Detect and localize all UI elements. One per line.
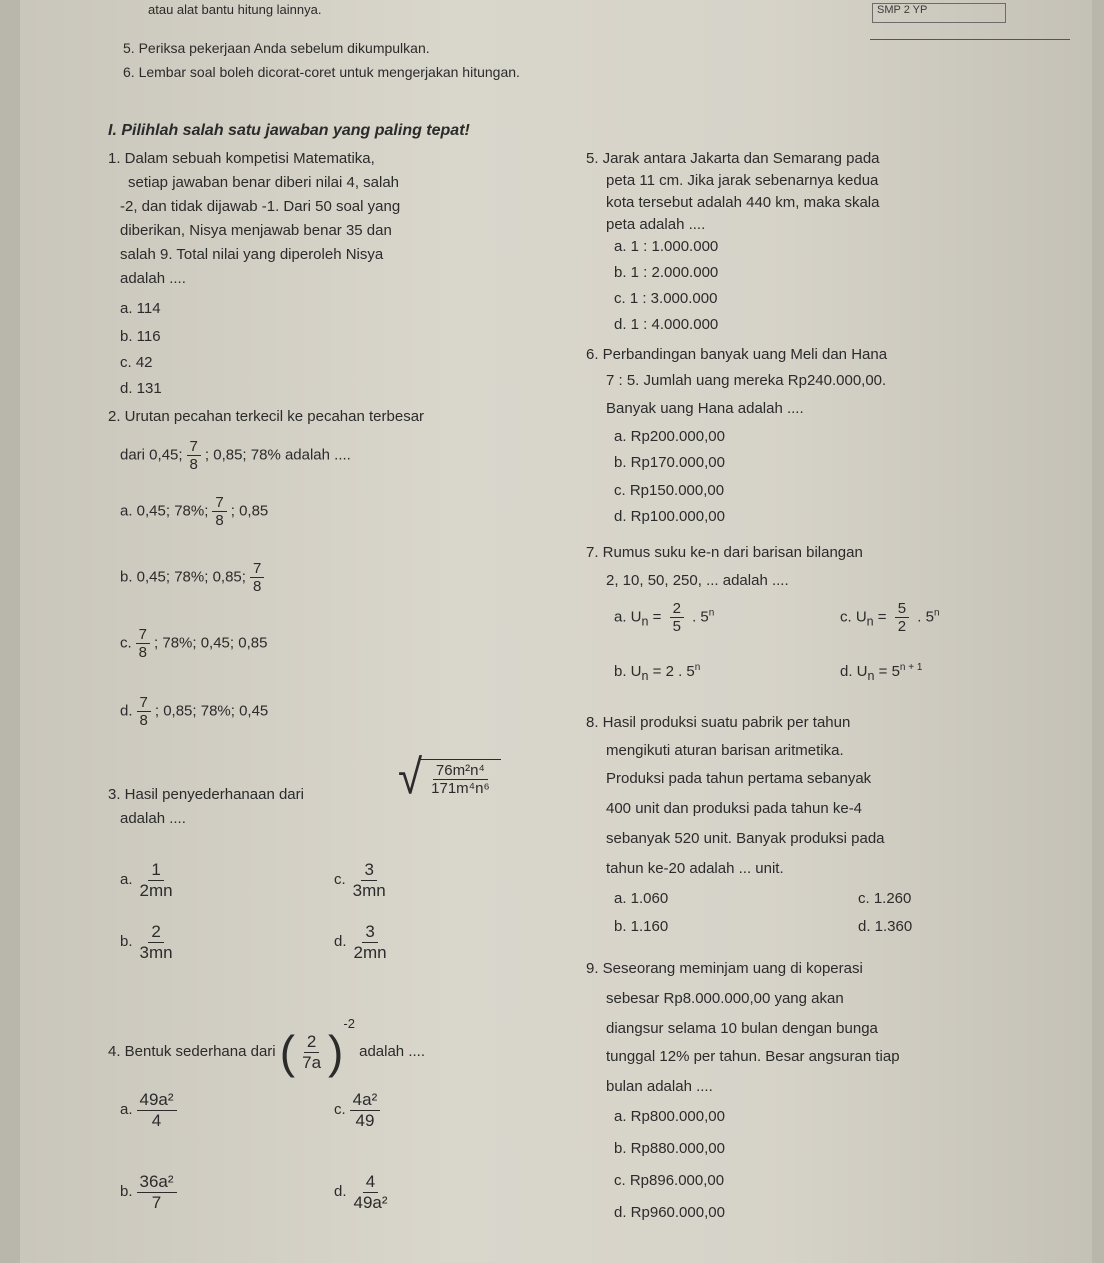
option-text: = 2 . 5 xyxy=(648,663,695,680)
q9-option-d: d. Rp960.000,00 xyxy=(614,1204,725,1221)
option-text: c. U xyxy=(840,608,867,626)
denominator: 4 xyxy=(151,1110,162,1130)
q5-line: peta adalah .... xyxy=(606,216,706,233)
q9-option-b: b. Rp880.000,00 xyxy=(614,1140,725,1157)
q4-option-b xyxy=(120,1172,181,1212)
option-text: b. 0,45; 78%; 0,85; xyxy=(120,568,246,586)
option-text: = xyxy=(648,608,666,626)
q3-option-c xyxy=(334,860,393,900)
q8-option-a: a. 1.060 xyxy=(614,890,669,907)
numerator: 76m²n⁴ xyxy=(433,762,488,780)
numerator: 4a² xyxy=(350,1090,381,1111)
fraction xyxy=(428,762,492,798)
numerator: 7 xyxy=(250,560,264,578)
q4-option-d xyxy=(334,1172,395,1212)
q8-option-b: b. 1.160 xyxy=(614,918,669,935)
denominator: 49a² xyxy=(353,1192,388,1212)
q6-line: 7 : 5. Jumlah uang mereka Rp240.000,00. xyxy=(606,372,887,389)
subscript: n xyxy=(866,614,874,629)
q4-stem-text: adalah .... xyxy=(359,1043,425,1060)
option-letter: c. xyxy=(334,1101,346,1119)
q3-option-d xyxy=(334,922,394,962)
q9-line: diangsur selama 10 bulan dengan bunga xyxy=(606,1020,878,1037)
numerator: 7 xyxy=(136,626,150,644)
q7-option-a xyxy=(614,600,714,636)
q9-line: tunggal 12% per tahun. Besar angsuran tiap xyxy=(606,1048,900,1065)
q2-stem-text: ; 0,85; 78% adalah .... xyxy=(204,446,351,464)
option-letter: d. xyxy=(334,1183,347,1201)
q1-option-b: b. 116 xyxy=(120,328,161,345)
q1-line: adalah .... xyxy=(120,270,186,287)
q6-line: Banyak uang Hana adalah .... xyxy=(606,400,804,417)
q2-option-b xyxy=(120,560,268,596)
numerator: 2 xyxy=(148,922,163,943)
denominator: 49 xyxy=(355,1110,375,1130)
q8-line: Produksi pada tahun pertama sebanyak xyxy=(606,770,872,787)
q7-option-d xyxy=(840,662,922,683)
option-text: c. xyxy=(120,634,132,652)
q9-line: sebesar Rp8.000.000,00 yang akan xyxy=(606,990,844,1007)
q1-option-c: c. 42 xyxy=(120,354,153,371)
q3-radical xyxy=(398,750,501,805)
denominator: 8 xyxy=(138,644,148,662)
q1-line: -2, dan tidak dijawab -1. Dari 50 soal yang xyxy=(120,198,401,215)
denominator: 171m⁴n⁶ xyxy=(431,780,490,797)
numerator: 36a² xyxy=(137,1172,177,1193)
option-text: a. U xyxy=(614,608,642,626)
fraction xyxy=(351,1172,391,1212)
option-text: = xyxy=(873,608,891,626)
option-letter: b. xyxy=(120,1183,133,1201)
q9-line: 9. Seseorang meminjam uang di koperasi xyxy=(586,960,863,977)
q4-option-c xyxy=(334,1090,384,1130)
q1-option-d: d. 131 xyxy=(120,380,162,397)
q5-option-a: a. 1 : 1.000.000 xyxy=(614,238,719,255)
fraction xyxy=(137,922,176,962)
fraction xyxy=(136,626,150,662)
sqrt-symbol xyxy=(398,750,501,805)
denominator: 8 xyxy=(215,512,224,530)
right-paren: ) xyxy=(328,1026,344,1079)
q7-option-b xyxy=(614,662,700,683)
stamp-label: SMP 2 YP xyxy=(872,3,1006,23)
option-letter: a. xyxy=(120,1101,133,1119)
numerator: 1 xyxy=(148,860,163,881)
exponent: -2 xyxy=(343,1016,355,1031)
q6-line: 6. Perbandingan banyak uang Meli dan Hana xyxy=(586,346,888,363)
header-line: atau alat bantu hitung lainnya. xyxy=(148,2,322,17)
numerator: 3 xyxy=(362,922,377,943)
radical-sign: √ xyxy=(398,750,423,805)
q1-line: diberikan, Nisya menjawab benar 35 dan xyxy=(120,222,392,239)
subscript: n xyxy=(867,669,875,683)
q8-line: tahun ke-20 adalah ... unit. xyxy=(606,860,784,877)
denominator: 3mn xyxy=(139,942,173,962)
denominator: 7a xyxy=(302,1052,322,1072)
section-title: I. Pilihlah salah satu jawaban yang paling tepat! xyxy=(108,122,470,139)
numerator: 3 xyxy=(361,860,376,881)
denominator: 2mn xyxy=(353,942,387,962)
q2-stem: 2. Urutan pecahan terkecil ke pecahan terbesar xyxy=(108,408,425,425)
q8-line: 400 unit dan produksi pada tahun ke-4 xyxy=(606,800,863,817)
option-text: ; 0,85 xyxy=(230,502,269,520)
fraction xyxy=(137,1090,177,1130)
fraction xyxy=(250,560,264,596)
denominator: 8 xyxy=(189,456,198,474)
instruction-6: 6. Lembar soal boleh dicorat-coret untuk mengerjakan hitungan. xyxy=(123,64,520,80)
q6-option-b: b. Rp170.000,00 xyxy=(614,454,725,471)
numerator: 7 xyxy=(212,494,226,512)
q6-option-d: d. Rp100.000,00 xyxy=(614,508,725,525)
q2-fraction xyxy=(187,438,201,474)
option-text: ; 78%; 0,45; 0,85 xyxy=(154,634,268,652)
denominator: 5 xyxy=(672,618,681,636)
q6-option-c: c. Rp150.000,00 xyxy=(614,482,725,499)
q9-option-a: a. Rp800.000,00 xyxy=(614,1108,725,1125)
option-text: ; 0,85; 78%; 0,45 xyxy=(154,702,269,720)
q3-option-a xyxy=(120,860,180,900)
q4-base-fraction xyxy=(299,1032,324,1072)
numerator: 2 xyxy=(670,600,684,618)
q9-option-c: c. Rp896.000,00 xyxy=(614,1172,725,1189)
numerator: 5 xyxy=(895,600,909,618)
q1-option-a: a. 114 xyxy=(120,300,161,317)
q8-line: 8. Hasil produksi suatu pabrik per tahun xyxy=(586,714,851,731)
fraction xyxy=(137,694,151,730)
q3-option-b xyxy=(120,922,180,962)
option-text: = 5 xyxy=(874,663,900,680)
subscript: n xyxy=(641,669,649,683)
q4-stem-text: 4. Bentuk sederhana dari xyxy=(108,1043,276,1060)
denominator: 2mn xyxy=(139,880,173,900)
q7-option-c xyxy=(840,600,940,636)
q1-line: 1. Dalam sebuah kompetisi Matematika, xyxy=(108,150,375,167)
fraction xyxy=(212,494,226,530)
numerator: 7 xyxy=(187,438,201,456)
option-letter: d. xyxy=(334,933,347,951)
divider xyxy=(870,39,1070,40)
numerator: 2 xyxy=(304,1032,319,1053)
q5-option-b: b. 1 : 2.000.000 xyxy=(614,264,719,281)
fraction xyxy=(351,922,390,962)
fraction xyxy=(350,860,389,900)
subscript: n xyxy=(641,614,649,629)
numerator: 4 xyxy=(363,1172,378,1193)
numerator: 49a² xyxy=(137,1090,177,1111)
denominator: 3mn xyxy=(352,880,386,900)
instruction-5: 5. Periksa pekerjaan Anda sebelum dikumpulkan. xyxy=(123,40,430,56)
denominator: 8 xyxy=(139,712,148,730)
option-letter: b. xyxy=(120,933,133,951)
option-text: . 5 xyxy=(913,608,934,626)
q3-stem: 3. Hasil penyederhanaan dari xyxy=(108,786,304,803)
q8-option-c: c. 1.260 xyxy=(858,890,912,907)
q1-line: salah 9. Total nilai yang diperoleh Nisya xyxy=(120,246,384,263)
q5-line: peta 11 cm. Jika jarak sebenarnya kedua xyxy=(606,172,879,189)
left-paren: ( xyxy=(279,1026,296,1079)
fraction xyxy=(137,1172,177,1212)
q6-option-a: a. Rp200.000,00 xyxy=(614,428,725,445)
q8-line: mengikuti aturan barisan aritmetika. xyxy=(606,742,844,759)
q3-stem-2: adalah .... xyxy=(120,810,186,827)
q2-option-a xyxy=(120,494,268,530)
option-text: b. U xyxy=(614,663,642,680)
q8-line: sebanyak 520 unit. Banyak produksi pada xyxy=(606,830,885,847)
option-text: . 5 xyxy=(687,608,709,626)
q7-line: 2, 10, 50, 250, ... adalah .... xyxy=(606,572,789,589)
q1-line: setiap jawaban benar diberi nilai 4, salah xyxy=(128,174,400,191)
fraction xyxy=(670,600,684,636)
q9-line: bulan adalah .... xyxy=(606,1078,713,1095)
option-letter: c. xyxy=(334,871,346,889)
superscript: n + 1 xyxy=(899,662,923,673)
denominator: 8 xyxy=(252,578,262,596)
option-text: d. xyxy=(120,702,133,720)
option-text: d. U xyxy=(840,663,868,680)
q8-option-d: d. 1.360 xyxy=(858,918,913,935)
q5-option-d: d. 1 : 4.000.000 xyxy=(614,316,719,333)
q2-option-c xyxy=(120,626,267,662)
denominator: 2 xyxy=(897,618,907,636)
fraction xyxy=(895,600,909,636)
fraction xyxy=(137,860,176,900)
superscript: n xyxy=(933,607,940,619)
q2-stem-2 xyxy=(120,438,351,474)
q2-option-d xyxy=(120,694,268,730)
denominator: 7 xyxy=(151,1192,162,1212)
numerator: 7 xyxy=(137,694,151,712)
superscript: n xyxy=(708,607,715,619)
q5-option-c: c. 1 : 3.000.000 xyxy=(614,290,718,307)
q5-line: kota tersebut adalah 440 km, maka skala xyxy=(606,194,880,211)
superscript: n xyxy=(694,662,701,673)
q7-line: 7. Rumus suku ke-n dari barisan bilangan xyxy=(586,544,863,561)
q4-stem xyxy=(108,1016,425,1079)
q5-line: 5. Jarak antara Jakarta dan Semarang pada xyxy=(586,150,880,167)
q4-option-a xyxy=(120,1090,181,1130)
fraction xyxy=(350,1090,381,1130)
option-text: a. 0,45; 78%; xyxy=(120,502,209,520)
option-letter: a. xyxy=(120,871,133,889)
q2-stem-text: dari 0,45; xyxy=(120,446,183,464)
